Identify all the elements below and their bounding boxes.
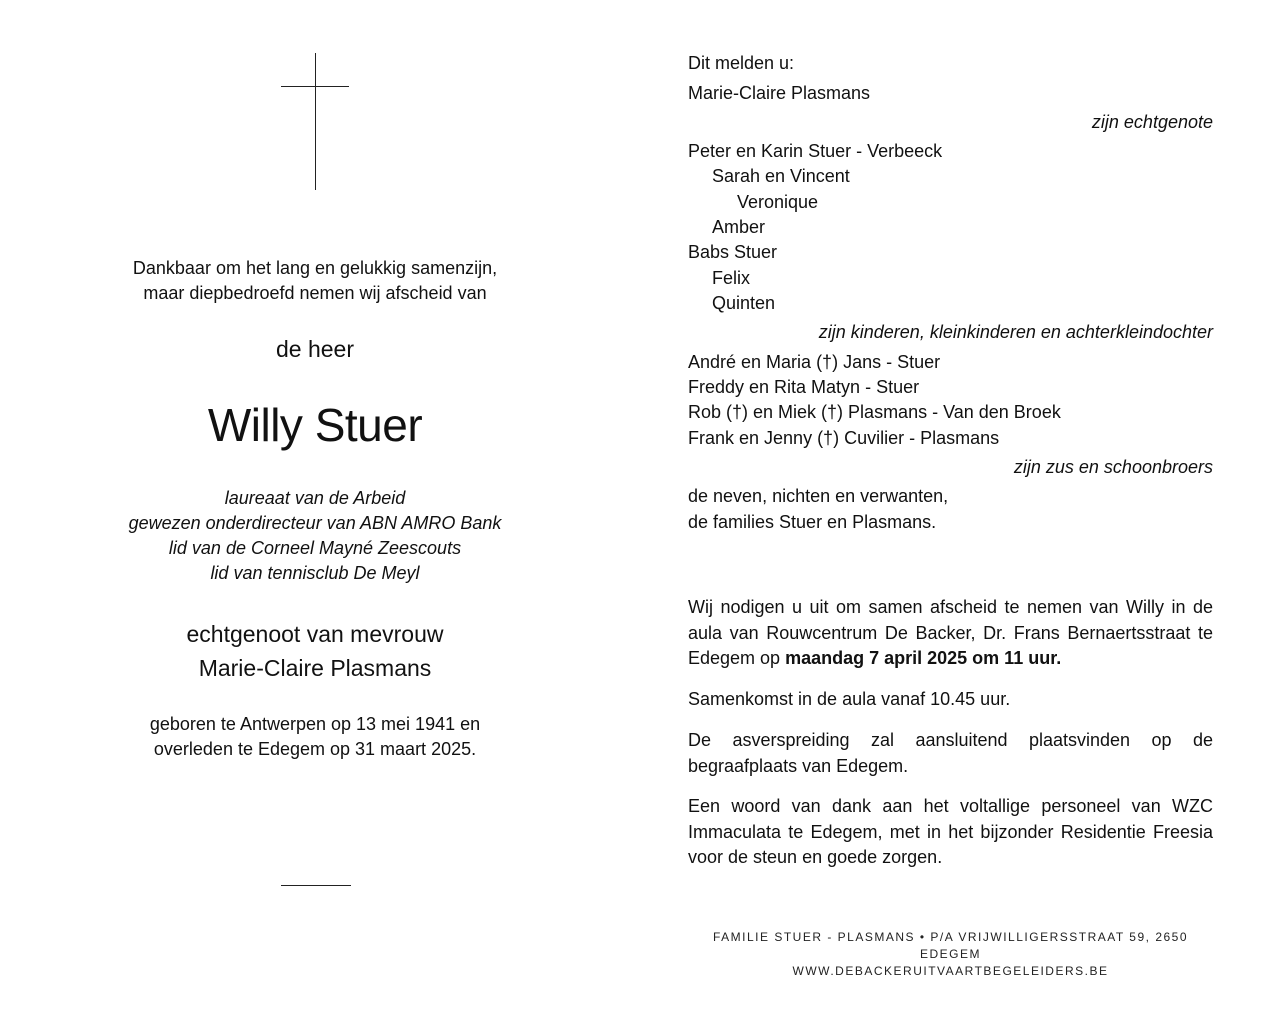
divider	[281, 885, 351, 886]
sibling-name: Freddy en Rita Matyn - Stuer	[688, 377, 920, 397]
scattering-paragraph: De asverspreiding zal aansluitend plaatsvinden op de begraafplaats van Edegem.	[688, 730, 1213, 776]
dates-line: overleden te Edegem op 31 maart 2025.	[153, 739, 477, 759]
great-grandchild-name: Veronique	[737, 192, 819, 212]
grandchild-name: Felix	[712, 268, 751, 288]
sibling-name: André en Maria (†) Jans - Stuer	[688, 352, 941, 372]
invitation-date: maandag 7 april 2025 om 11 uur.	[785, 648, 1062, 668]
role-line: lid van tennisclub De Meyl	[210, 563, 420, 583]
thanks-paragraph: Een woord van dank aan het voltallige personeel van WZC Immaculata te Edegem, met in het bijzonder Residentie Freesia voor de steun en goede zorgen.	[688, 796, 1213, 867]
relatives-line: de neven, nichten en verwanten,	[688, 486, 949, 506]
role-line: lid van de Corneel Mayné Zeescouts	[168, 538, 462, 558]
child-name: Babs Stuer	[688, 242, 778, 262]
intro-text	[0, 256, 630, 306]
cross-icon	[315, 53, 316, 190]
wife-name: Marie-Claire Plasmans	[688, 83, 871, 103]
spouse-line: Marie-Claire Plasmans	[198, 655, 432, 681]
intro-line: Dankbaar om het lang en gelukkig samenzijn,	[132, 258, 498, 278]
grandchild-name: Quinten	[712, 293, 776, 313]
wife-role: zijn echtgenote	[1091, 112, 1213, 132]
roles-list	[0, 486, 630, 586]
grandchild-name: Sarah en Vincent	[712, 166, 850, 186]
invitation-text: Wij nodigen u uit om samen afscheid te nemen van Willy in de aula van Rouwcentrum De Backer, Dr. Frans Bernaertsstraat te Edegem op	[688, 597, 1213, 668]
sibling-name: Frank en Jenny (†) Cuvilier - Plasmans	[688, 428, 1000, 448]
cross-icon-bar	[281, 86, 349, 87]
sibling-name: Rob (†) en Miek (†) Plasmans - Van den Broek	[688, 402, 1061, 422]
grandchild-name: Amber	[712, 217, 766, 237]
footer-website: WWW.DEBACKERUITVAARTBEGELEIDERS.BE	[792, 964, 1109, 978]
role-line: laureaat van de Arbeid	[224, 488, 406, 508]
dates-line: geboren te Antwerpen op 13 mei 1941 en	[149, 714, 481, 734]
birth-death-dates	[0, 712, 630, 762]
left-panel	[0, 0, 630, 1018]
child-name: Peter en Karin Stuer - Verbeeck	[688, 141, 943, 161]
deceased-name: Willy Stuer	[207, 399, 423, 451]
role-line: gewezen onderdirecteur van ABN AMRO Bank	[128, 513, 502, 533]
relatives-line: de families Stuer en Plasmans.	[688, 512, 937, 532]
right-panel	[688, 0, 1213, 1018]
spouse-text	[0, 617, 630, 685]
footer	[688, 929, 1213, 980]
invitation-paragraph	[688, 595, 1213, 672]
footer-address: FAMILIE STUER - PLASMANS • P/A VRIJWILLIGERSSTRAAT 59, 2650 EDEGEM	[712, 930, 1189, 961]
gathering-paragraph: Samenkomst in de aula vanaf 10.45 uur.	[688, 689, 1011, 709]
children-role: zijn kinderen, kleinkinderen en achterkleindochter	[818, 322, 1213, 342]
siblings-role: zijn zus en schoonbroers	[1013, 457, 1213, 477]
spouse-line: echtgenoot van mevrouw	[186, 621, 444, 647]
intro-line: maar diepbedroefd nemen wij afscheid van	[143, 283, 487, 303]
honorific: de heer	[275, 336, 354, 362]
announce-text: Dit melden u:	[688, 53, 795, 73]
